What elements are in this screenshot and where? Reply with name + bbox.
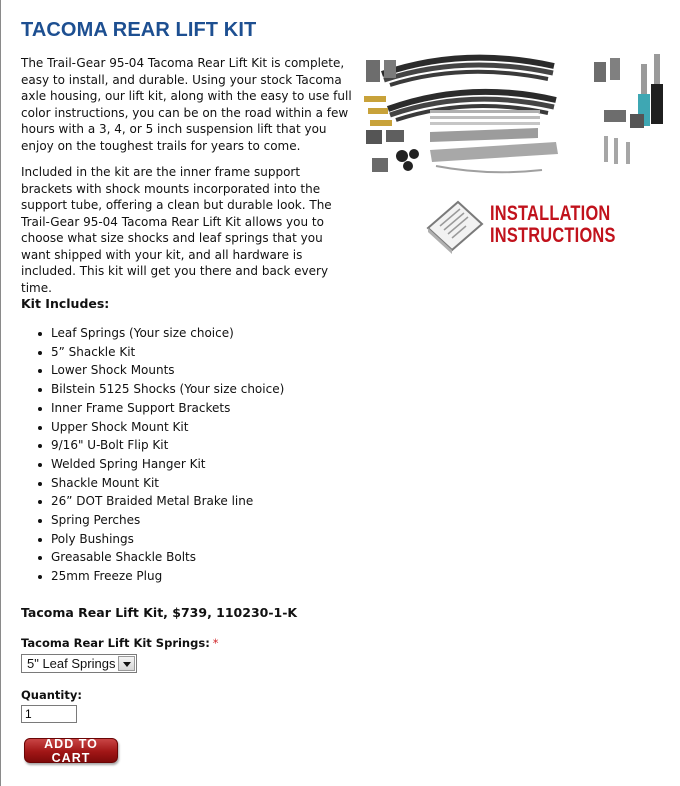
list-item: Spring Perches: [51, 511, 284, 530]
list-item: Upper Shock Mount Kit: [51, 418, 284, 437]
intro-paragraph-1: The Trail-Gear 95-04 Tacoma Rear Lift Kit is complete, easy to install, and durable. Using your stock Tacoma axle housing, our lift kit, along with the easy to use full color instructions, you can be on the road within a few hours with a 3, 4, or 5 inch suspension lift that you enjoy on the toughest trails for years to come.: [21, 56, 352, 153]
product-photo: [358, 46, 680, 186]
installation-instructions-link[interactable]: [424, 198, 616, 258]
quantity-input[interactable]: [21, 705, 77, 723]
list-item: Bilstein 5125 Shocks (Your size choice): [51, 380, 284, 399]
kit-includes-heading: Kit Includes:: [21, 296, 110, 311]
document-icon: [424, 198, 486, 254]
kit-includes-list: [21, 324, 284, 586]
list-item: Inner Frame Support Brackets: [51, 399, 284, 418]
list-item: Lower Shock Mounts: [51, 361, 284, 380]
springs-label: [21, 636, 219, 650]
instructions-label: INSTRUCTIONS: [490, 224, 616, 247]
chevron-down-icon[interactable]: [118, 656, 135, 671]
list-item: 5” Shackle Kit: [51, 343, 284, 362]
list-item: Greasable Shackle Bolts: [51, 548, 284, 567]
page-title: TACOMA REAR LIFT KIT: [21, 19, 257, 41]
springs-select[interactable]: [21, 654, 137, 673]
springs-label-text: Tacoma Rear Lift Kit Springs:: [21, 636, 210, 650]
page-left-border: [0, 0, 1, 786]
list-item: 9/16" U-Bolt Flip Kit: [51, 436, 284, 455]
list-item: Welded Spring Hanger Kit: [51, 455, 284, 474]
list-item: Leaf Springs (Your size choice): [51, 324, 284, 343]
intro-paragraph-2: Included in the kit are the inner frame support brackets with shock mounts incorporated into the support tube, offering a clean but durable look. The Trail-Gear 95-04 Tacoma Rear Lift Kit allows you to choose what size shocks and leaf springs that you want shipped with your kit, and all hardware is included. This kit will get you there and back every time.: [21, 165, 332, 295]
quantity-label: Quantity:: [21, 688, 82, 702]
hardware-image: [366, 110, 644, 172]
rods-image: [430, 110, 558, 172]
list-item: Poly Bushings: [51, 530, 284, 549]
list-item: 25mm Freeze Plug: [51, 567, 284, 586]
list-item: 26” DOT Braided Metal Brake line: [51, 492, 284, 511]
required-mark: *: [212, 636, 219, 650]
list-item: Shackle Mount Kit: [51, 474, 284, 493]
springs-select-value: 5" Leaf Springs: [27, 656, 116, 671]
product-price-line: Tacoma Rear Lift Kit, $739, 110230-1-K: [21, 605, 298, 620]
installation-label: INSTALLATION: [490, 202, 611, 225]
add-to-cart-button[interactable]: ADD TO CART: [24, 738, 118, 763]
